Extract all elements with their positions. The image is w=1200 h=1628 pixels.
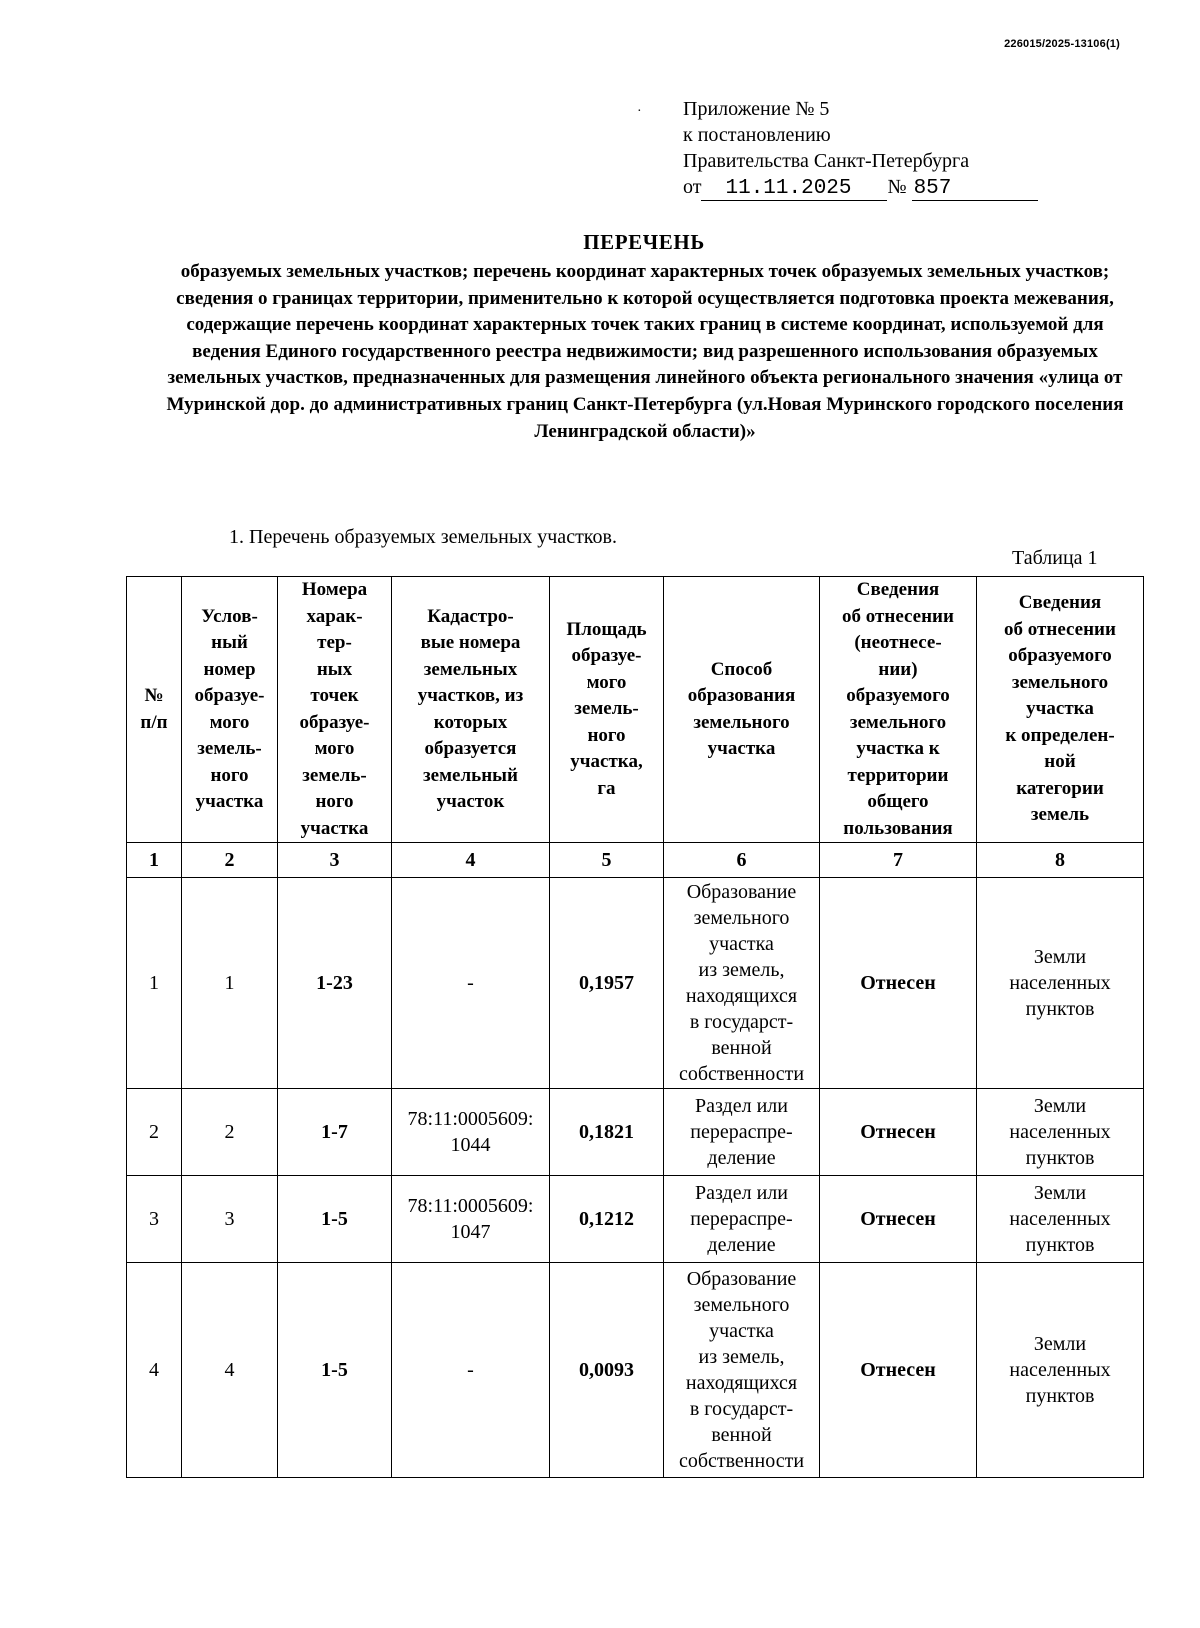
header-row-number: № п/п <box>127 577 182 843</box>
resolution-date: 11.11.2025 <box>701 178 887 201</box>
appendix-header <box>683 96 1038 201</box>
column-number: 4 <box>392 843 550 878</box>
column-number: 3 <box>278 843 392 878</box>
cell-conditional-number: 1 <box>182 878 278 1089</box>
cell-public-use: Отнесен <box>820 1089 977 1176</box>
cell-cadastral-number: 78:11:0005609: 1047 <box>392 1176 550 1263</box>
cell-conditional-number: 2 <box>182 1089 278 1176</box>
header-formation-method: Способ образования земельного участка <box>664 577 820 843</box>
cell-point-numbers: 1-5 <box>278 1263 392 1478</box>
column-number: 2 <box>182 843 278 878</box>
appendix-date-line <box>683 174 1038 201</box>
column-number: 7 <box>820 843 977 878</box>
cell-area: 0,1821 <box>550 1089 664 1176</box>
table-caption: Таблица 1 <box>1012 547 1098 569</box>
column-number: 8 <box>977 843 1144 878</box>
header-cadastral-numbers: Кадастро- вые номера земельных участков, из которых образуется земельный участок <box>392 577 550 843</box>
document-title: ПЕРЕЧЕНЬ <box>583 230 705 254</box>
cell-row-number: 3 <box>127 1176 182 1263</box>
table-row <box>127 1263 1144 1478</box>
table-row <box>127 1089 1144 1176</box>
number-prefix: № <box>887 176 907 198</box>
table-row <box>127 1176 1144 1263</box>
cell-formation-method: Образование земельного участка из земель, находящихся в государст- венной собственности <box>664 878 820 1089</box>
cell-land-category: Земли населенных пунктов <box>977 878 1144 1089</box>
cell-point-numbers: 1-7 <box>278 1089 392 1176</box>
cell-cadastral-number: - <box>392 878 550 1089</box>
appendix-line-government: Правительства Санкт-Петербурга <box>683 150 970 172</box>
date-prefix: от <box>683 176 702 198</box>
document-subtitle: образуемых земельных участков; перечень координат характерных точек образуемых земельных участков; сведения о границах территории, применительно к которой осуществляется подготовка проекта межевания, содержащие перечень координат характерных точек таких границ в системе координат, используемой для ведения Единого государственного реестра недвижимости; вид разрешенного использования образуемых земельных участков, предназначенных для размещения линейного объекта регионального значения «улица от Муринской дор. до административных границ Санкт-Петербурга (ул.Новая Муринского городского поселения Ленинградской области)» <box>166 261 1124 442</box>
table-header-row <box>127 577 1144 843</box>
cell-area: 0,1212 <box>550 1176 664 1263</box>
cell-area: 0,0093 <box>550 1263 664 1478</box>
cell-public-use: Отнесен <box>820 878 977 1089</box>
cell-land-category: Земли населенных пунктов <box>977 1089 1144 1176</box>
cell-point-numbers: 1-5 <box>278 1176 392 1263</box>
cell-row-number: 1 <box>127 878 182 1089</box>
resolution-number: 857 <box>912 178 1038 201</box>
cell-land-category: Земли населенных пунктов <box>977 1176 1144 1263</box>
cell-row-number: 4 <box>127 1263 182 1478</box>
appendix-line-number: Приложение № 5 <box>683 98 830 120</box>
cell-formation-method: Раздел или перераспре- деление <box>664 1176 820 1263</box>
cell-land-category: Земли населенных пунктов <box>977 1263 1144 1478</box>
section-heading: 1. Перечень образуемых земельных участков. <box>229 526 617 548</box>
document-id: 226015/2025-13106(1) <box>1004 38 1120 50</box>
cell-cadastral-number: - <box>392 1263 550 1478</box>
cell-public-use: Отнесен <box>820 1176 977 1263</box>
column-number: 1 <box>127 843 182 878</box>
cell-area: 0,1957 <box>550 878 664 1089</box>
header-public-use: Сведения об отнесении (неотнесе- нии) образуемого земельного участка к территории общего пользования <box>820 577 977 843</box>
header-land-category: Сведения об отнесении образуемого земельного участка к определен- ной категории земель <box>977 577 1144 843</box>
scan-dot-mark: · <box>637 104 642 119</box>
column-number: 5 <box>550 843 664 878</box>
cell-row-number: 2 <box>127 1089 182 1176</box>
cell-conditional-number: 3 <box>182 1176 278 1263</box>
parcels-table <box>126 576 1144 1478</box>
header-conditional-number: Услов- ный номер образуе- мого земель- ного участка <box>182 577 278 843</box>
column-number: 6 <box>664 843 820 878</box>
header-area: Площадь образуе- мого земель- ного участка, га <box>550 577 664 843</box>
table-row <box>127 878 1144 1089</box>
cell-public-use: Отнесен <box>820 1263 977 1478</box>
cell-point-numbers: 1-23 <box>278 878 392 1089</box>
cell-cadastral-number: 78:11:0005609: 1044 <box>392 1089 550 1176</box>
appendix-line-resolution: к постановлению <box>683 124 831 146</box>
cell-formation-method: Образование земельного участка из земель, находящихся в государст- венной собственности <box>664 1263 820 1478</box>
cell-conditional-number: 4 <box>182 1263 278 1478</box>
cell-formation-method: Раздел или перераспре- деление <box>664 1089 820 1176</box>
column-number-row <box>127 843 1144 878</box>
header-point-numbers: Номера харак- тер- ных точек образуе- мого земель- ного участка <box>278 577 392 843</box>
